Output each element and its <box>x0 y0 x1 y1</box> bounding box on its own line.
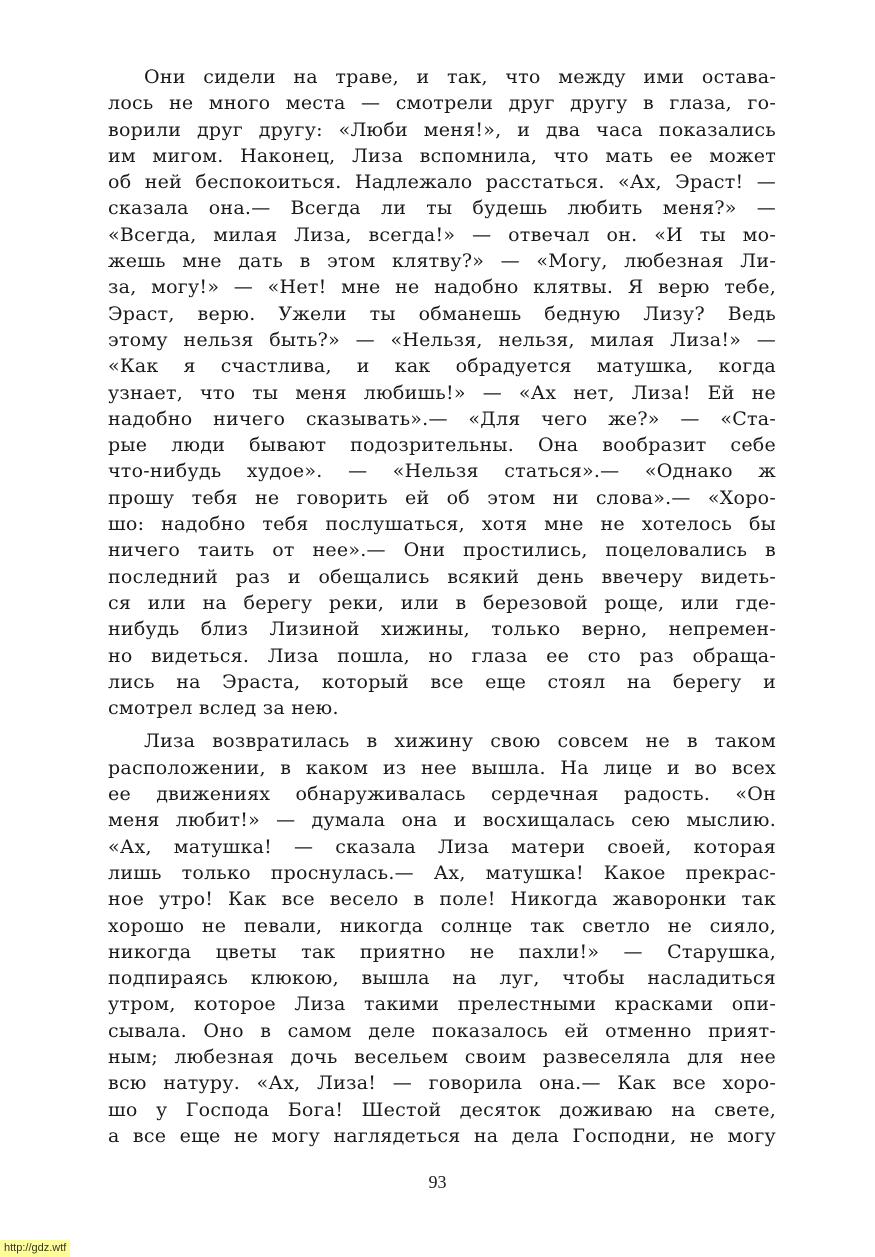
text-line: «Ах, матушка! — сказала Лиза матери своей, которая <box>108 835 776 858</box>
text-line: ся или на берегу реки, или в березовой роще, или где- <box>108 591 776 614</box>
text-line: но видеться. Лиза пошла, но глаза ее сто раз обраща- <box>108 644 776 667</box>
text-line: смотрел вслед за нею. <box>108 697 339 720</box>
text-line: рые люди бывают подозрительны. Она вообразит себе <box>108 434 776 457</box>
text-line: никогда цветы так приятно не пахли!» — Старушка, <box>108 940 776 963</box>
text-line: Лиза возвратилась в хижину свою совсем не в таком <box>144 730 776 753</box>
text-line: ное утро! Как все весело в поле! Никогда жаворонки так <box>108 888 776 911</box>
text-line: последний раз и обещались всякий день ввечеру видеть- <box>108 565 776 588</box>
text-line: шо у Господа Бога! Шестой десяток доживаю на свете, <box>108 1098 776 1121</box>
text-line: расположении, в каком из нее вышла. На лице и во всех <box>108 756 776 779</box>
text-line: ее движениях обнаруживалась сердечная радость. «Он <box>108 783 776 806</box>
text-line: подпираясь клюкою, вышла на луг, чтобы насладиться <box>108 967 776 990</box>
text-line: жешь мне дать в этом клятву?» — «Могу, любезная Ли- <box>108 250 776 273</box>
text-line: узнает, что ты меня любишь!» — «Ах нет, Лиза! Ей не <box>108 381 776 404</box>
text-line: утром, которое Лиза такими прелестными красками опи- <box>108 993 776 1016</box>
text-line: «Как я счастлива, и как обрадуется матушка, когда <box>108 355 776 378</box>
text-line: меня любит!» — думала она и восхищалась сею мыслию. <box>108 809 776 832</box>
text-line: нибудь близ Лизиной хижины, только верно, непремен- <box>108 618 776 641</box>
text-line: лись на Эраста, который все еще стоял на берегу и <box>108 670 776 693</box>
text-line: а все еще не могу наглядеться на дела Господни, не могу <box>108 1124 776 1147</box>
paragraph <box>108 728 776 1149</box>
text-line: Они сидели на траве, и так, что между ими остава- <box>144 66 776 88</box>
page-body <box>108 64 776 1156</box>
text-line: надобно ничего сказывать».— «Для чего же?» — «Ста- <box>108 407 776 430</box>
text-line: лишь только проснулась.— Ах, матушка! Какое прекрас- <box>108 861 776 884</box>
page-number: 93 <box>428 1172 447 1192</box>
text-line: что-нибудь худое». — «Нельзя статься».— «Однако ж <box>108 460 776 483</box>
watermark-link[interactable]: http://gdz.wtf <box>0 1240 70 1257</box>
text-line: об ней беспокоиться. Надлежало расстаться. «Ах, Эраст! — <box>108 171 776 194</box>
text-line: сывала. Оно в самом деле показалось ей отменно прият- <box>108 1019 776 1042</box>
text-line: ным; любезная дочь весельем своим развеселяла для нее <box>108 1045 776 1068</box>
text-line: лось не много места — смотрели друг другу в глаза, го- <box>108 92 776 115</box>
text-line: ворили друг другу: «Люби меня!», и два часа показались <box>108 118 776 141</box>
text-line: хорошо не певали, никогда солнце так светло не сияло, <box>108 914 776 937</box>
text-line: «Всегда, милая Лиза, всегда!» — отвечал он. «И ты мо- <box>108 223 776 246</box>
text-line: за, могу!» — «Нет! мне не надобно клятвы. Я верю тебе, <box>108 276 776 299</box>
text-line: этому нельзя быть?» — «Нельзя, нельзя, милая Лиза!» — <box>108 328 776 351</box>
text-line: ничего таить от нее».— Они простились, поцеловались в <box>108 539 776 562</box>
text-line: Эраст, верю. Ужели ты обманешь бедную Лизу? Ведь <box>108 302 776 325</box>
text-line: шо: надобно тебя послушаться, хотя мне не хотелось бы <box>108 513 776 536</box>
text-line: сказала она.— Всегда ли ты будешь любить меня?» — <box>108 197 776 220</box>
text-line: им мигом. Наконец, Лиза вспомнила, что мать ее может <box>108 144 776 167</box>
paragraph <box>108 64 776 721</box>
text-line: всю натуру. «Ах, Лиза! — говорила она.— Как все хоро- <box>108 1072 776 1095</box>
text-line: прошу тебя не говорить ей об этом ни слова».— «Хоро- <box>108 486 776 509</box>
